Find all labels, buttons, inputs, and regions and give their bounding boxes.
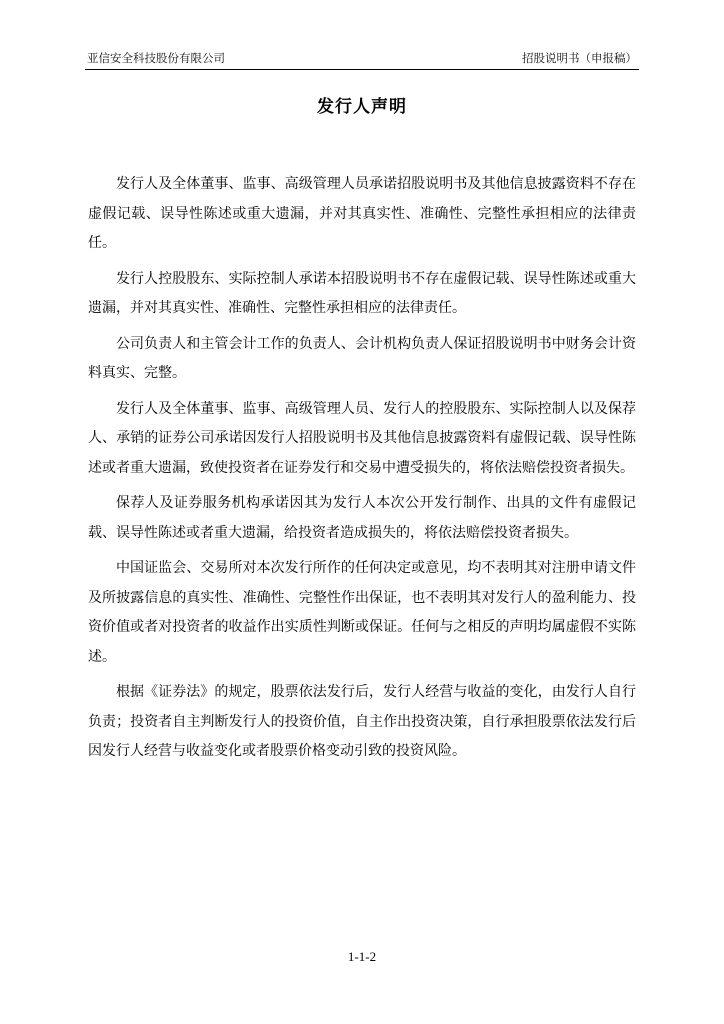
declaration-paragraph: 发行人及全体董事、监事、高级管理人员、发行人的控股股东、实际控制人以及保荐人、承销的证券公司承诺因发行人招股说明书及其他信息披露资料有虚假记载、误导性陈述或者重大遗漏，致使投资者在证券发行和交易中遭受损失的，将依法赔偿投资者损失。 (88, 400, 636, 476)
page-number: 1-1-2 (347, 949, 377, 964)
declaration-paragraph: 公司负责人和主管会计工作的负责人、会计机构负责人保证招股说明书中财务会计资料真实、完整。 (88, 335, 636, 381)
page-header (87, 50, 637, 70)
declaration-paragraph: 保荐人及证券服务机构承诺因其为发行人本次公开发行制作、出具的文件有虚假记载、误导性陈述或者重大遗漏，给投资者造成损失的，将依法赔偿投资者损失。 (88, 495, 636, 541)
declaration-paragraph: 中国证监会、交易所对本次发行所作的任何决定或意见，均不表明其对注册申请文件及所披露信息的真实性、准确性、完整性作出保证，也不表明其对发行人的盈利能力、投资价值或者对投资者的收益作出实质性判断或保证。任何与之相反的声明均属虚假不实陈述。 (88, 560, 636, 665)
declaration-body (88, 170, 636, 773)
header-company-name: 亚信安全科技股份有限公司 (87, 51, 225, 65)
header-divider (85, 69, 639, 70)
declaration-paragraph: 发行人及全体董事、监事、高级管理人员承诺招股说明书及其他信息披露资料不存在虚假记载、误导性陈述或重大遗漏，并对其真实性、准确性、完整性承担相应的法律责任。 (88, 176, 636, 251)
declaration-paragraph: 根据《证券法》的规定，股票依法发行后，发行人经营与收益的变化，由发行人自行负责；投资者自主判断发行人的投资价值，自主作出投资决策，自行承担股票依法发行后因发行人经营与收益变化或者股票价格变动引致的投资风险。 (88, 684, 636, 759)
declaration-paragraph: 发行人控股股东、实际控制人承诺本招股说明书不存在虚假记载、误导性陈述或重大遗漏，并对其真实性、准确性、完整性承担相应的法律责任。 (88, 270, 636, 316)
page-title: 发行人声明 (317, 97, 407, 117)
header-document-type: 招股说明书（申报稿） (522, 51, 637, 65)
